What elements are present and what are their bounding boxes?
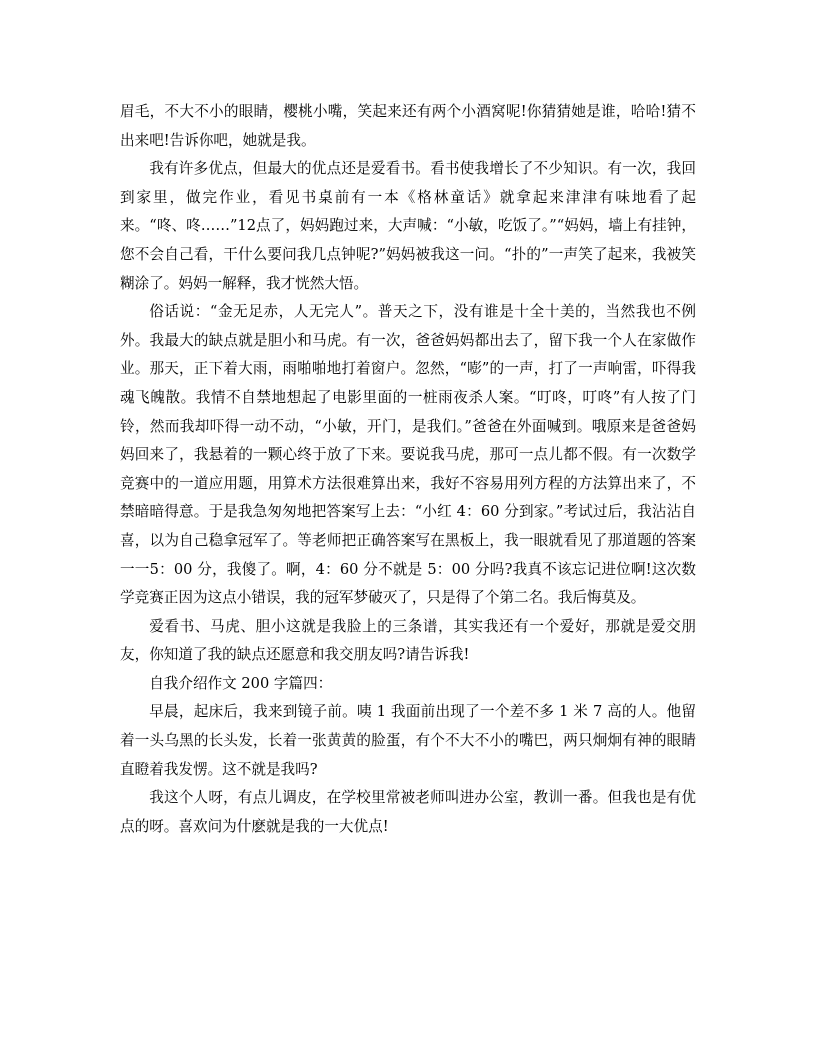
document-body xyxy=(120,98,696,841)
paragraph-1: 眉毛，不大不小的眼睛，樱桃小嘴，笑起来还有两个小酒窝呢!你猜猜她是谁，哈哈!猜不出来吧!告诉你吧，她就是我。 xyxy=(120,103,696,149)
paragraph-2: 我有许多优点，但最大的优点还是爱看书。看书使我增长了不少知识。有一次，我回到家里，做完作业，看见书桌前有一本《格林童话》就拿起来津津有味地看了起来。“咚、咚……”12点了，妈妈跑过来，大声喊：“小敏，吃饭了。”“妈妈，墙上有挂钟，您不会自己看，干什么要问我几点钟呢?”妈妈被我这一问。“扑的”一声笑了起来，我被笑糊涂了。妈妈一解释，我才恍然大悟。 xyxy=(120,160,696,292)
paragraph-5: 早晨，起床后，我来到镜子前。咦 1 我面前出现了一个差不多 1 米 7 高的人。他留着一头乌黑的长头发，长着一张黄黄的脸蛋，有个不大不小的嘴巴，两只炯炯有神的眼睛直瞪着我发愣。这不就是我吗? xyxy=(120,703,696,778)
paragraph-3: 俗话说：“金无足赤，人无完人”。普天之下，没有谁是十全十美的，当然我也不例外。我最大的缺点就是胆小和马虎。有一次，爸爸妈妈都出去了，留下我一个人在家做作业。那天，正下着大雨，雨啪啪地打着窗户。忽然，“嘭”的一声，打了一声响雷，吓得我魂飞魄散。我情不自禁地想起了电影里面的一桩雨夜杀人案。“叮咚，叮咚”有人按了门铃，然而我却吓得一动不动，“小敏，开门，是我们。”爸爸在外面喊到。哦原来是爸爸妈妈回来了，我悬着的一颗心终于放了下来。要说我马虎，那可一点儿都不假。有一次数学竞赛中的一道应用题，用算术方法很难算出来，我好不容易用列方程的方法算出来了，不禁暗暗得意。于是我急匆匆地把答案写上去：“小红 4：60 分到家。”考试过后，我沾沾自喜，以为自己稳拿冠军了。等老师把正确答案写在黑板上，我一眼就看见了那道题的答案一一5：00 分，我傻了。啊，4：60 分不就是 5：00 分吗?我真不该忘记进位啊!这次数学竞赛正因为这点小错误，我的冠军梦破灭了，只是得了个第二名。我后悔莫及。 xyxy=(120,303,696,607)
section-heading: 自我介绍作文 200 字篇四： xyxy=(149,674,333,692)
paragraph-4: 爱看书、马虎、胆小这就是我脸上的三条谱，其实我还有一个爱好，那就是爱交朋友，你知道了我的缺点还愿意和我交朋友吗?请告诉我! xyxy=(120,617,696,664)
paragraph-6: 我这个人呀，有点儿调皮，在学校里常被老师叫进办公室，教训一番。但我也是有优点的呀。喜欢问为什麽就是我的一大优点! xyxy=(120,789,696,835)
